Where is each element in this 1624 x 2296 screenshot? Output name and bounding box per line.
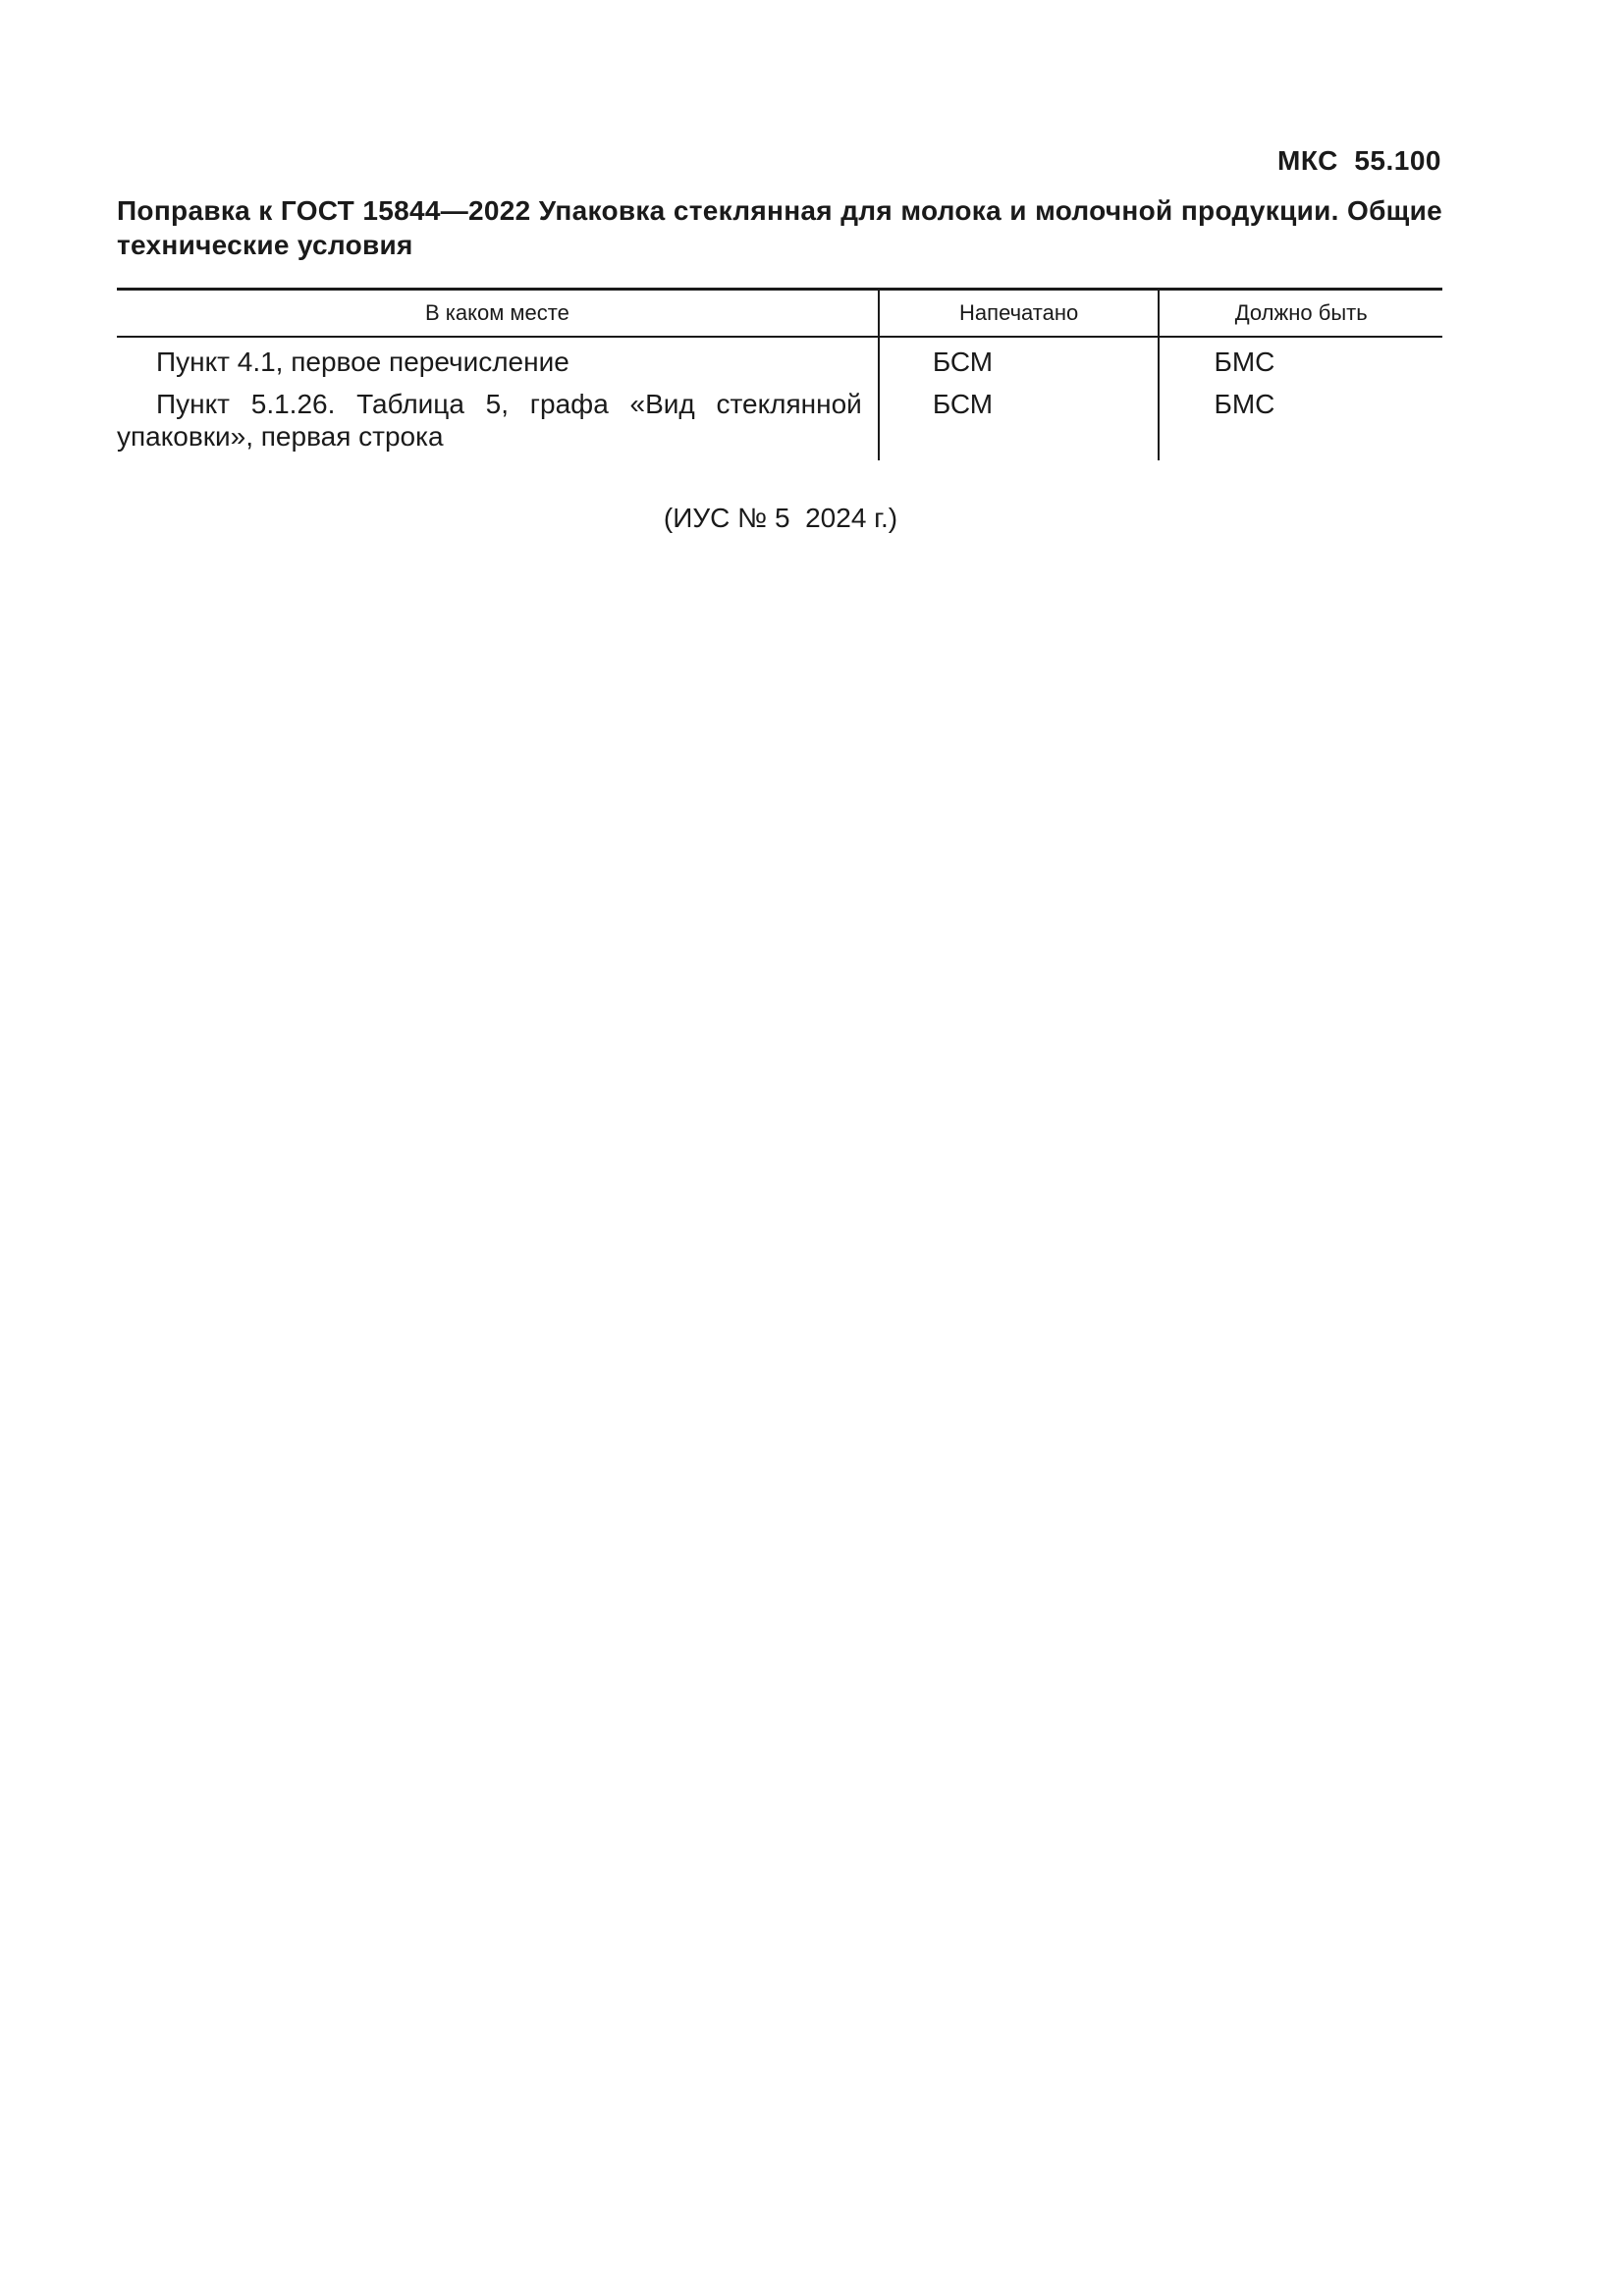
cell-place: Пункт 4.1, первое перечисление [156,347,569,377]
cell-should-be: БМС [1159,337,1442,386]
cell-place: Пункт 5.1.26. Таблица 5, графа «Вид стеклянной упаковки», первая строка [117,389,862,452]
cell-printed: БСМ [879,386,1160,460]
column-header-place: В каком месте [117,290,879,338]
table-row [117,386,1442,460]
cell-should-be: БМС [1159,386,1442,460]
column-header-printed: Напечатано [879,290,1160,338]
classifier-code: МКС 55.100 [1277,145,1441,176]
column-header-should-be: Должно быть [1159,290,1442,338]
cell-printed: БСМ [879,337,1160,386]
table-row [117,337,1442,386]
document-title: Поправка к ГОСТ 15844—2022 Упаковка стеклянная для молока и молочной продукции. Общие технические условия [117,195,1442,260]
publication-reference: (ИУС № 5 2024 г.) [663,503,898,533]
table-header-row [117,290,1442,338]
amendment-table [117,288,1442,460]
